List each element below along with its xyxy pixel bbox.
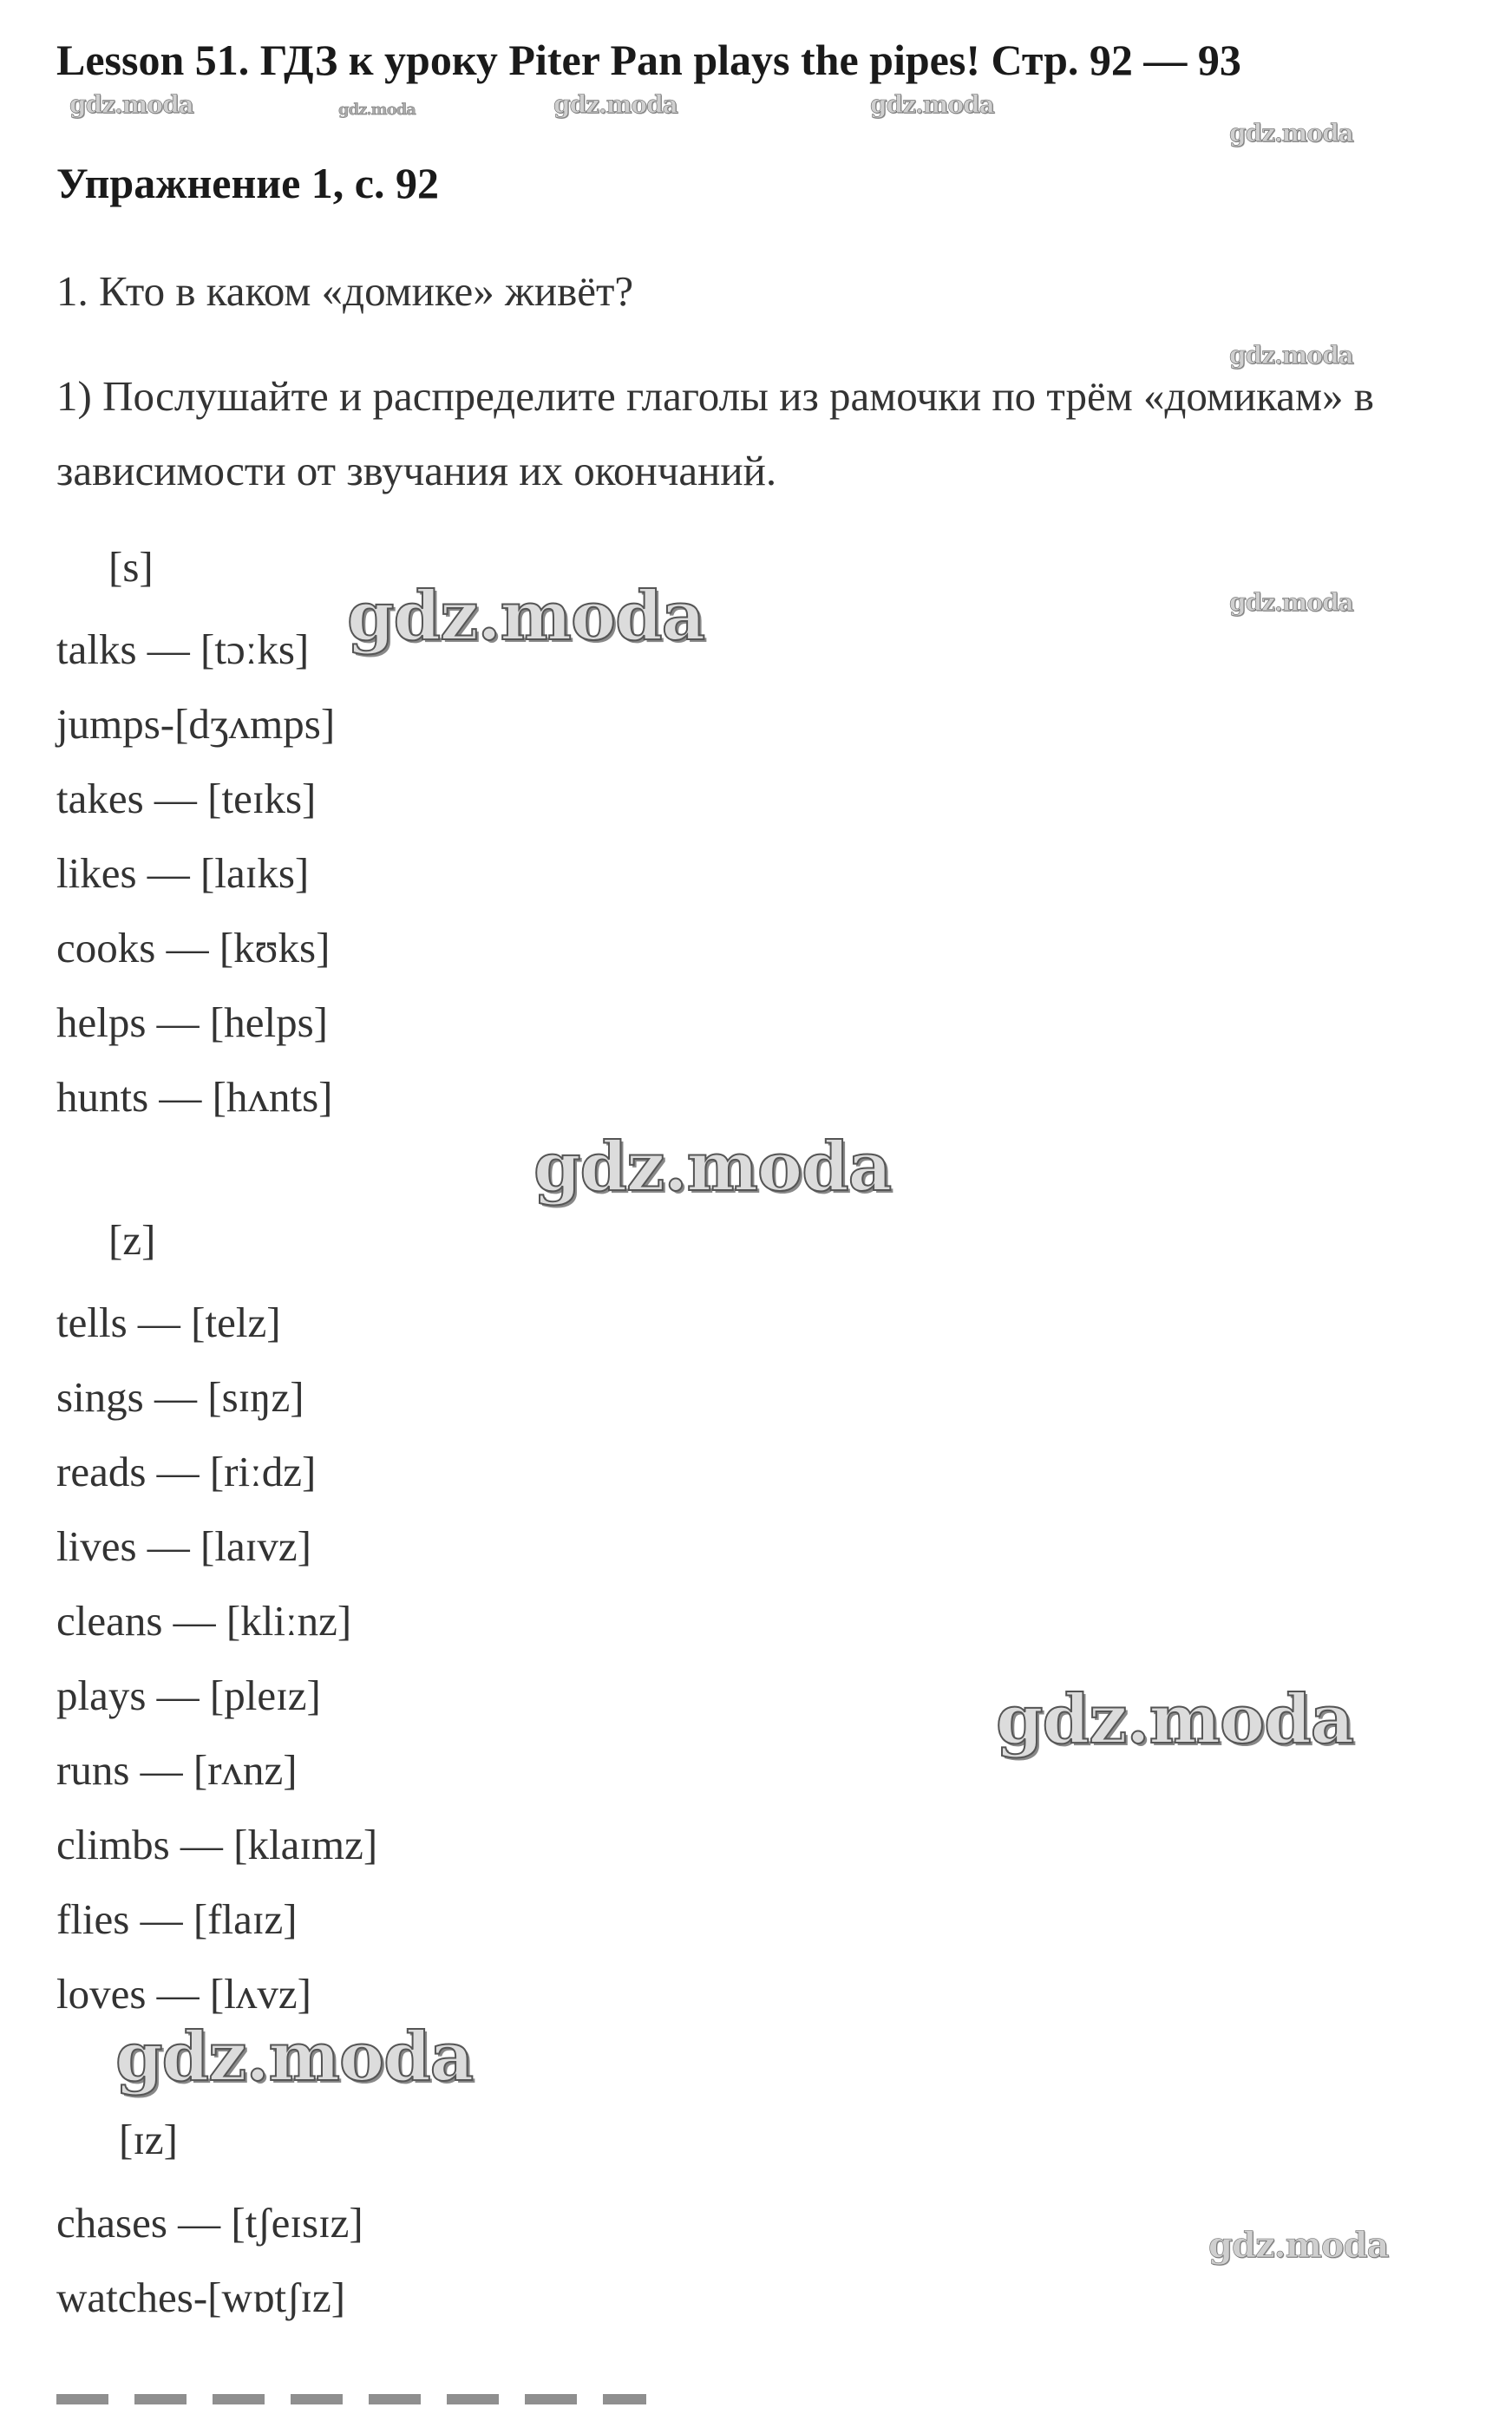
- list-item: flies — [flaɪz]: [56, 1895, 298, 1943]
- group-iz-heading: [ɪz]: [119, 2116, 178, 2163]
- watermark: gdz.moda: [996, 1680, 1354, 1759]
- list-item: jumps-[dʒʌmps]: [56, 700, 336, 748]
- group-s-list: [56, 612, 335, 1135]
- watermark: gdz.moda: [870, 90, 994, 119]
- list-item: cooks — [kʊks]: [56, 924, 331, 971]
- watermark: gdz.moda: [1208, 2225, 1389, 2266]
- list-item: hunts — [hʌnts]: [56, 1073, 333, 1121]
- group-s-heading: [s]: [108, 543, 154, 591]
- watermark: gdz.moda: [553, 90, 677, 119]
- list-item: likes — [laɪks]: [56, 849, 310, 897]
- list-item: cleans — [kliːnz]: [56, 1597, 352, 1645]
- group-iz-list: [56, 2186, 363, 2335]
- cut-off-text-line: [56, 2394, 646, 2404]
- watermark: gdz.moda: [69, 90, 193, 119]
- watermark: gdz.moda: [1229, 341, 1353, 370]
- list-item: plays — [pleɪz]: [56, 1671, 321, 1719]
- list-item: loves — [lʌvz]: [56, 1970, 311, 2018]
- group-z-heading: [z]: [108, 1216, 156, 1264]
- watermark: gdz.moda: [1229, 119, 1353, 147]
- watermark: gdz.moda: [1229, 588, 1353, 617]
- watermark: gdz.moda: [115, 2018, 474, 2097]
- list-item: reads — [riːdz]: [56, 1448, 317, 1495]
- instruction-text: 1) Послушайте и распределите глаголы из рамочки по трём «домикам» в зависимости от звучания их окончаний.: [56, 372, 1374, 494]
- list-item: tells — [telz]: [56, 1299, 281, 1346]
- watermark: gdz.moda: [533, 1128, 892, 1207]
- list-item: takes — [teɪks]: [56, 775, 317, 822]
- list-item: talks — [tɔːks]: [56, 625, 310, 673]
- list-item: chases — [tʃeɪsɪz]: [56, 2199, 363, 2247]
- list-item: lives — [laɪvz]: [56, 1522, 311, 1570]
- group-z-list: [56, 1286, 377, 2031]
- list-item: watches-[wɒtʃɪz]: [56, 2273, 346, 2321]
- watermark: gdz.moda: [347, 577, 705, 656]
- task-text: 1. Кто в каком «домике» живёт?: [56, 267, 634, 315]
- list-item: helps — [helps]: [56, 998, 328, 1046]
- watermark: gdz.moda: [338, 101, 416, 119]
- list-item: climbs — [klaɪmz]: [56, 1821, 378, 1868]
- page-title: Lesson 51. ГДЗ к уроку Piter Pan plays the pipes! Стр. 92 — 93: [56, 36, 1241, 84]
- exercise-heading: Упражнение 1, с. 92: [56, 159, 439, 207]
- list-item: runs — [rʌnz]: [56, 1746, 298, 1794]
- list-item: sings — [sɪŋz]: [56, 1373, 304, 1421]
